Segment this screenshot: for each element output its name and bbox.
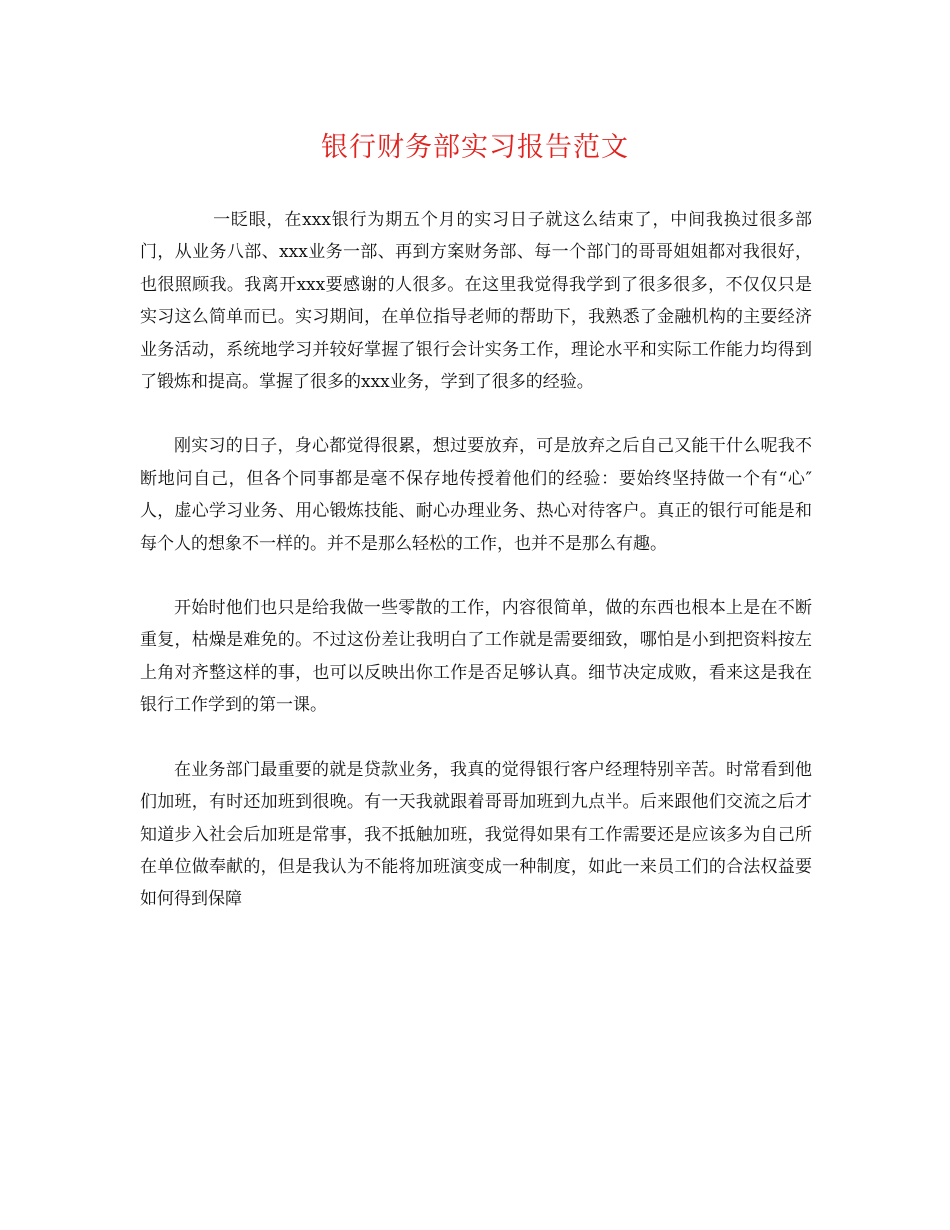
paragraph-1: 一眨眼，在xxx银行为期五个月的实习日子就这么结束了，中间我换过很多部门，从业务八部、xxx业务一部、再到方案财务部、每一个部门的哥哥姐姐都对我很好，也很照顾我。我离开xxx要感谢的人很多。在这里我觉得我学到了很多很多，不仅仅只是实习这么简单而已。实习期间，在单位指导老师的帮助下，我熟悉了金融机构的主要经济业务活动，系统地学习并较好掌握了银行会计实务工作，理论水平和实际工作能力均得到了锻炼和提高。掌握了很多的xxx业务，学到了很多的经验。 xyxy=(140,210,812,393)
paragraph-2: 刚实习的日子，身心都觉得很累，想过要放弃，可是放弃之后自己又能干什么呢我不断地问自己，但各个同事都是毫不保存地传授着他们的经验：要始终坚持做一个有“心″人，虚心学习业务、用心锻炼技能、耐心办理业务、热心对待客户。真正的银行可能是和每个人的想象不一样的。并不是那么轻松的工作，也并不是那么有趣。 xyxy=(140,436,812,554)
paragraph-spacer xyxy=(140,722,812,754)
paragraph-4: 在业务部门最重要的就是贷款业务，我真的觉得银行客户经理特别辛苦。时常看到他们加班，有时还加班到很晚。有一天我就跟着哥哥加班到九点半。后来跟他们交流之后才知道步入社会后加班是常事，我不抵触加班，我觉得如果有工作需要还是应该多为自己所在单位做奉献的，但是我认为不能将加班演变成一种制度，如此一来员工们的合法权益要如何得到保障 xyxy=(140,759,812,910)
paragraph-spacer xyxy=(140,560,812,592)
document-title: 银行财务部实习报告范文 xyxy=(321,132,629,163)
paragraph-3: 开始时他们也只是给我做一些零散的工作，内容很简单，做的东西也根本上是在不断重复，枯燥是难免的。不过这份差让我明白了工作就是需要细致，哪怕是小到把资料按左上角对齐整这样的事，也可以反映出你工作是否足够认真。细节决定成败，看来这是我在银行工作学到的第一课。 xyxy=(140,598,812,716)
paragraph-spacer xyxy=(140,398,812,430)
document-body xyxy=(140,204,812,916)
